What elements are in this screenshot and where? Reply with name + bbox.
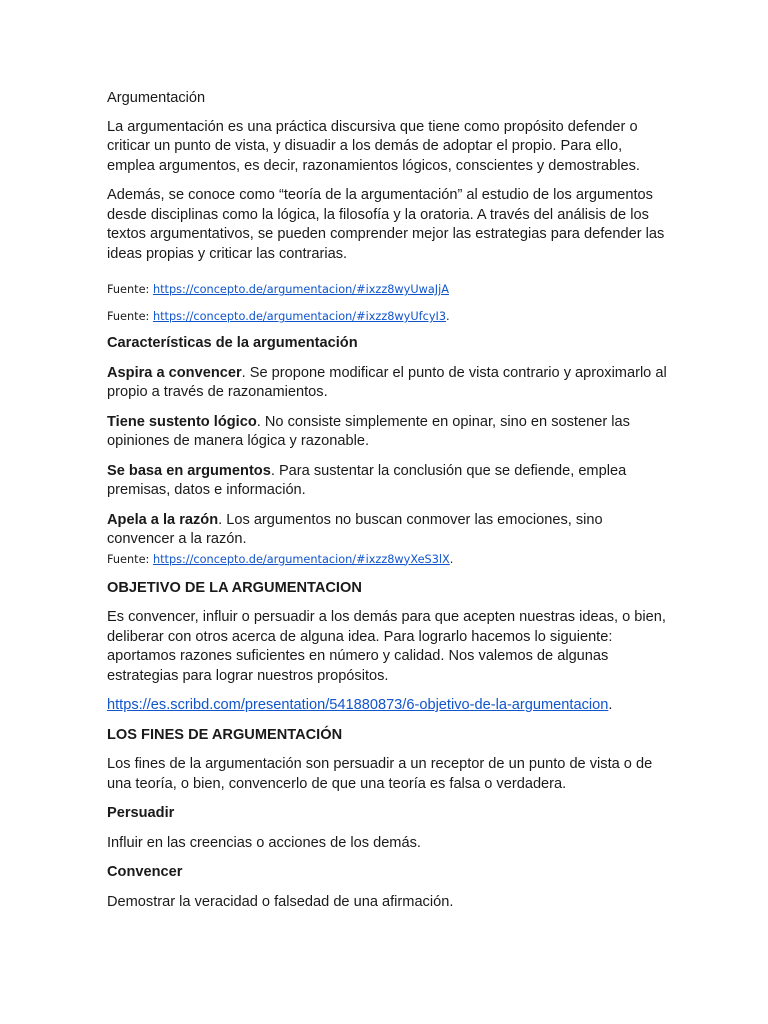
period: .: [446, 310, 450, 323]
characteristic-term: Se basa en argumentos: [107, 462, 271, 479]
period: .: [449, 552, 454, 566]
objective-paragraph: Es convencer, influir o persuadir a los demás para que acepten nuestras ideas, o bien, deliberar con otros acerca de alguna idea. Para lograrlo hacemos lo siguiente: aportamos razones suficientes en número y calidad. Nos valemos de algunas estrategias para lograr nuestros propósitos.: [107, 609, 666, 684]
characteristic-text: . No consiste simplemente en opinar, sino en sostener las opiniones de manera lógica y razonable.: [107, 413, 630, 449]
source-line-1: [107, 282, 667, 297]
document-page: [107, 89, 667, 922]
characteristic-text: . Los argumentos no buscan conmover las emociones, sino convencer a la razón.: [107, 511, 603, 547]
characteristic-text: . Para sustentar la conclusión que se defiende, emplea premisas, datos e información.: [107, 462, 627, 498]
source-link-3[interactable]: https://concepto.de/argumentacion/#ixzz8wyXeS3lX: [152, 552, 450, 566]
scribd-link-line: [107, 696, 667, 716]
source-line-2: [107, 309, 667, 324]
source-link-2[interactable]: https://concepto.de/argumentacion/#ixzz8wyUfcyI3: [152, 310, 447, 323]
source-label: Fuente:: [107, 283, 153, 296]
objective-heading: OBJETIVO DE LA ARGUMENTACION: [107, 579, 362, 596]
source-label: Fuente:: [107, 552, 153, 566]
intro-paragraph-1: La argumentación es una práctica discursiva que tiene como propósito defender o criticar un punto de vista, y disuadir a los demás de adoptar el propio. Para ello, emplea argumentos, es decir, razonamientos lógicos, conscientes y demostrables.: [107, 118, 640, 174]
characteristic-text: . Se propone modificar el punto de vista contrario y aproximarlo al propio a través de razonamientos.: [107, 364, 667, 400]
source-line-3: [107, 552, 667, 567]
document-title: Argumentación: [107, 90, 206, 106]
characteristic-item: [107, 462, 667, 501]
source-label: Fuente:: [107, 310, 153, 323]
convince-paragraph: Demostrar la veracidad o falsedad de una afirmación.: [107, 893, 454, 910]
characteristic-item: [107, 413, 667, 452]
characteristic-item: [107, 511, 667, 550]
ends-paragraph: Los fines de la argumentación son persuadir a un receptor de un punto de vista o de una teoría, o bien, convencerlo de que una teoría es falsa o verdadera.: [107, 756, 653, 792]
convince-heading: Convencer: [107, 864, 183, 880]
characteristics-heading: Características de la argumentación: [107, 335, 358, 351]
persuade-heading: Persuadir: [107, 805, 175, 821]
period: .: [608, 697, 613, 713]
characteristic-term: Apela a la razón: [107, 511, 219, 528]
intro-paragraph-2: Además, se conoce como “teoría de la argumentación” al estudio de los argumentos desde disciplinas como la lógica, la filosofía y la oratoria. A través del análisis de los textos argumentativos, se pueden comprender mejor las estrategias para defender las ideas propias y criticar las contrarias.: [107, 187, 665, 262]
source-link-1[interactable]: https://concepto.de/argumentacion/#ixzz8wyUwaJjA: [152, 283, 449, 296]
characteristic-term: Aspira a convencer: [107, 364, 242, 381]
ends-heading: LOS FINES DE ARGUMENTACIÓN: [107, 726, 343, 743]
persuade-paragraph: Influir en las creencias o acciones de los demás.: [107, 834, 421, 851]
scribd-link[interactable]: https://es.scribd.com/presentation/541880873/6-objetivo-de-la-argumentacion: [107, 697, 609, 713]
characteristic-term: Tiene sustento lógico: [107, 413, 257, 430]
characteristic-item: [107, 364, 667, 403]
